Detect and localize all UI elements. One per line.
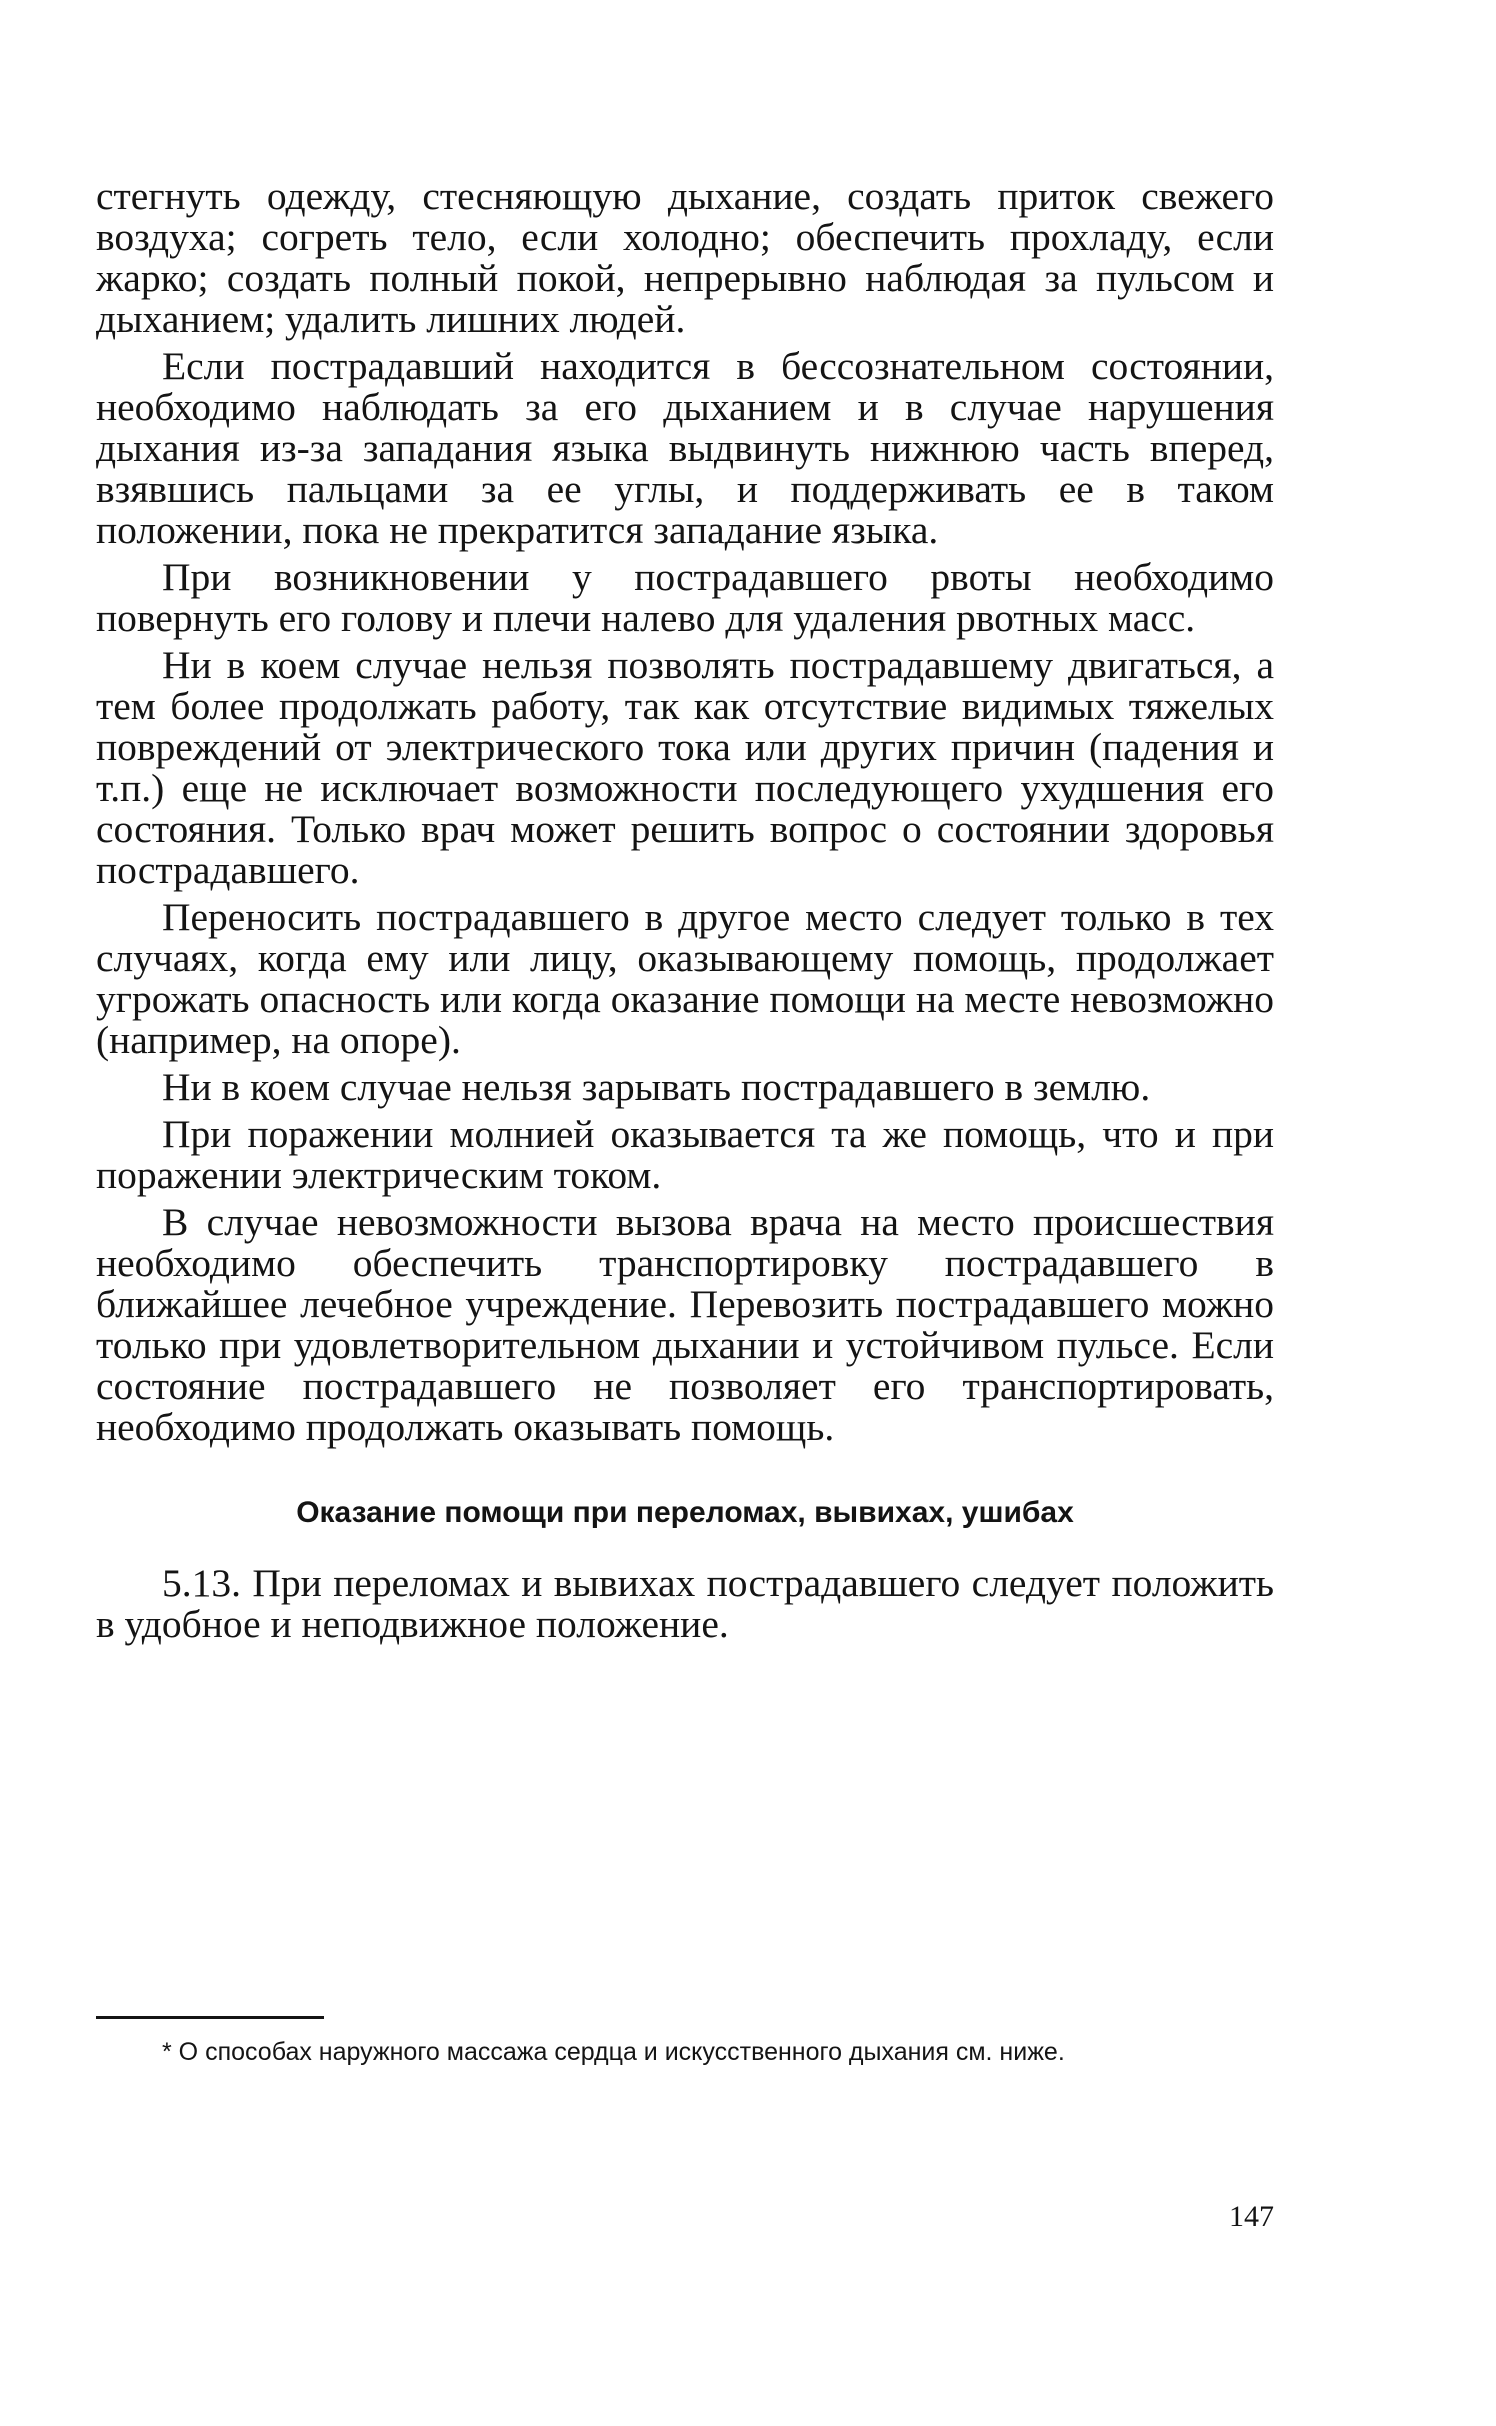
page-number: 147 [1229, 2200, 1274, 2233]
paragraph-lightning: При поражении молнией оказывается та же помощь, что и при поражении электрическим током. [96, 1112, 1274, 1197]
paragraph-no-movement: Ни в коем случае нельзя позволять пострадавшему двигаться, а тем более продолжать работу, так как отсутствие видимых тяжелых повреждений от электрического тока или других причин (падения и т.п.) еще не исключает возможности последующего ухудшения его состояния. Только врач может решить вопрос о состоянии здоровья пострадавшего. [96, 643, 1274, 892]
section-heading: Оказание помощи при переломах, вывихах, ушибах [296, 1496, 1074, 1529]
paragraph-unconscious-victim: Если пострадавший находится в бессознательном состоянии, необходимо наблюдать за его дыханием и в случае нарушения дыхания из-за западания языка выдвинуть нижнюю часть вперед, взявшись пальцами за ее углы, и поддерживать ее в таком положении, пока не прекратится западание языка. [96, 344, 1274, 552]
paragraph-vomiting: При возникновении у пострадавшего рвоты необходимо повернуть его голову и плечи налево для удаления рвотных масс. [96, 555, 1274, 640]
footnote-divider [96, 2016, 324, 2019]
paragraph-5-13: 5.13. При переломах и вывихах пострадавшего следует положить в удобное и неподвижное положение. [96, 1561, 1274, 1646]
paragraph-carrying-victim: Переносить пострадавшего в другое место следует только в тех случаях, когда ему или лицу, оказывающему помощь, продолжает угрожать опасность или когда оказание помощи на месте невозможно (например, на опоре). [96, 895, 1274, 1062]
paragraph-continuation: стегнуть одежду, стесняющую дыхание, создать приток свежего воздуха; согреть тело, если холодно; обеспечить прохладу, если жарко; создать полный покой, непрерывно наблюдая за пульсом и дыханием; удалить лишних людей. [96, 174, 1274, 341]
paragraph-transportation: В случае невозможности вызова врача на место происшествия необходимо обеспечить транспортировку пострадавшего в ближайшее лечебное учреждение. Перевозить пострадавшего можно только при удовлетворительном дыхании и устойчивом пульсе. Если состояние пострадавшего не позволяет его транспортировать, необходимо продолжать оказывать помощь. [96, 1200, 1274, 1449]
paragraph-no-burying: Ни в коем случае нельзя зарывать пострадавшего в землю. [162, 1065, 1151, 1109]
page-body [96, 176, 1274, 1645]
footnote: * О способах наружного массажа сердца и искусственного дыхания см. ниже. [162, 2038, 1065, 2066]
